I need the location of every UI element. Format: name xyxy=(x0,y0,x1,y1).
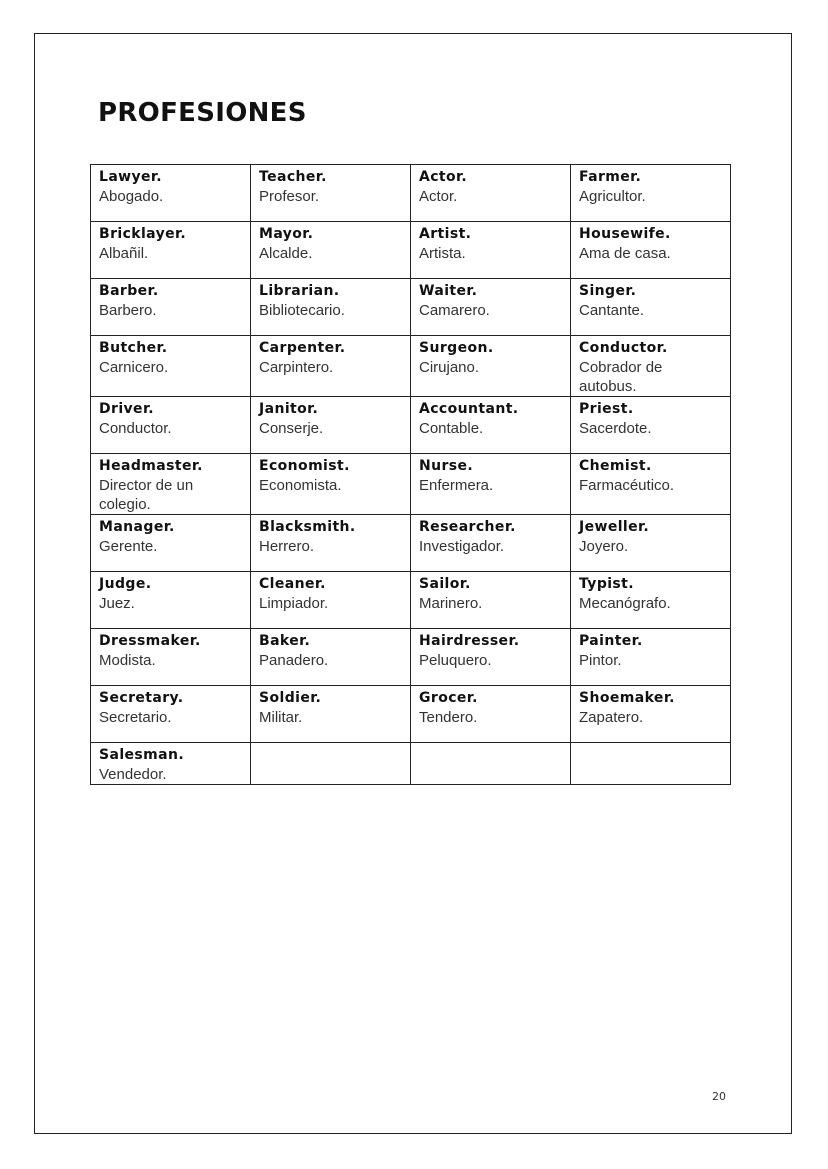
english-term: Dressmaker. xyxy=(99,633,201,649)
spanish-translation: Juez. xyxy=(99,595,135,612)
page-title: PROFESIONES xyxy=(98,98,307,128)
table-cell xyxy=(251,165,411,222)
english-term: Shoemaker. xyxy=(579,690,675,706)
english-term: Singer. xyxy=(579,283,637,299)
table-cell xyxy=(91,165,251,222)
table-cell xyxy=(91,279,251,336)
spanish-translation: Carpintero. xyxy=(259,359,334,376)
spanish-translation: Alcalde. xyxy=(259,245,313,262)
table-row xyxy=(91,515,731,572)
spanish-translation: Barbero. xyxy=(99,302,157,319)
spanish-translation: Agricultor. xyxy=(579,188,646,205)
table-cell xyxy=(411,336,571,397)
table-cell xyxy=(571,515,731,572)
table-cell xyxy=(91,629,251,686)
spanish-translation: Herrero. xyxy=(259,538,315,555)
english-term: Actor. xyxy=(419,169,468,185)
spanish-translation: Investigador. xyxy=(419,538,505,555)
table-cell xyxy=(571,279,731,336)
table-row xyxy=(91,572,731,629)
table-cell xyxy=(571,572,731,629)
english-term: Mayor. xyxy=(259,226,314,242)
spanish-translation: Zapatero. xyxy=(579,709,644,726)
page-number: 20 xyxy=(712,1090,726,1103)
english-term: Carpenter. xyxy=(259,340,346,356)
table-row xyxy=(91,686,731,743)
table-cell xyxy=(571,397,731,454)
english-term: Housewife. xyxy=(579,226,671,242)
table-cell xyxy=(251,454,411,515)
spanish-translation: Vendedor. xyxy=(99,766,167,783)
spanish-translation: Conductor. xyxy=(99,420,172,437)
table-cell xyxy=(571,629,731,686)
english-term: Typist. xyxy=(579,576,634,592)
spanish-translation: Bibliotecario. xyxy=(259,302,345,319)
english-term: Economist. xyxy=(259,458,350,474)
table-row xyxy=(91,336,731,397)
table-cell xyxy=(411,222,571,279)
table-row xyxy=(91,279,731,336)
table-cell xyxy=(91,222,251,279)
spanish-translation: Enfermera. xyxy=(419,477,494,494)
table-cell xyxy=(251,515,411,572)
english-term: Janitor. xyxy=(259,401,319,417)
table-cell xyxy=(571,222,731,279)
spanish-translation: Profesor. xyxy=(259,188,320,205)
spanish-translation: Limpiador. xyxy=(259,595,329,612)
table-cell xyxy=(411,397,571,454)
english-term: Butcher. xyxy=(99,340,168,356)
table-cell xyxy=(91,397,251,454)
table-cell xyxy=(251,572,411,629)
english-term: Conductor. xyxy=(579,340,668,356)
spanish-translation: Camarero. xyxy=(419,302,490,319)
table-cell xyxy=(251,279,411,336)
english-term: Waiter. xyxy=(419,283,478,299)
table-cell xyxy=(251,336,411,397)
table-cell xyxy=(411,279,571,336)
spanish-translation: Cirujano. xyxy=(419,359,480,376)
english-term: Painter. xyxy=(579,633,643,649)
table-cell xyxy=(91,336,251,397)
table-cell xyxy=(251,629,411,686)
spanish-translation: Secretario. xyxy=(99,709,172,726)
english-term: Driver. xyxy=(99,401,154,417)
table-cell xyxy=(411,743,571,785)
english-term: Jeweller. xyxy=(579,519,650,535)
table-cell xyxy=(571,454,731,515)
english-term: Soldier. xyxy=(259,690,322,706)
english-term: Barber. xyxy=(99,283,159,299)
spanish-translation: Artista. xyxy=(419,245,466,262)
english-term: Accountant. xyxy=(419,401,519,417)
spanish-translation: Carnicero. xyxy=(99,359,169,376)
english-term: Secretary. xyxy=(99,690,184,706)
english-term: Blacksmith. xyxy=(259,519,356,535)
spanish-translation: Modista. xyxy=(99,652,156,669)
spanish-translation: Marinero. xyxy=(419,595,483,612)
spanish-translation: Joyero. xyxy=(579,538,629,555)
professions-table xyxy=(90,164,731,785)
english-term: Salesman. xyxy=(99,747,185,763)
english-term: Sailor. xyxy=(419,576,471,592)
spanish-translation: Contable. xyxy=(419,420,484,437)
spanish-translation: Actor. xyxy=(419,188,458,205)
table-row xyxy=(91,165,731,222)
english-term: Lawyer. xyxy=(99,169,162,185)
table-cell xyxy=(91,686,251,743)
table-cell xyxy=(251,397,411,454)
english-term: Cleaner. xyxy=(259,576,326,592)
spanish-translation: Economista. xyxy=(259,477,342,494)
english-term: Teacher. xyxy=(259,169,327,185)
table-cell xyxy=(571,743,731,785)
table-cell xyxy=(411,629,571,686)
english-term: Nurse. xyxy=(419,458,474,474)
spanish-translation: Director de un colegio. xyxy=(99,477,194,513)
table-cell xyxy=(251,686,411,743)
table-row xyxy=(91,454,731,515)
table-cell xyxy=(411,454,571,515)
table-cell xyxy=(411,572,571,629)
table-row xyxy=(91,397,731,454)
english-term: Artist. xyxy=(419,226,472,242)
spanish-translation: Conserje. xyxy=(259,420,324,437)
table-row xyxy=(91,222,731,279)
english-term: Baker. xyxy=(259,633,311,649)
spanish-translation: Albañil. xyxy=(99,245,149,262)
table-row xyxy=(91,743,731,785)
spanish-translation: Panadero. xyxy=(259,652,329,669)
table-cell xyxy=(411,165,571,222)
professions-table-body xyxy=(91,165,731,785)
table-cell xyxy=(91,515,251,572)
table-cell xyxy=(411,515,571,572)
table-cell xyxy=(571,686,731,743)
spanish-translation: Tendero. xyxy=(419,709,478,726)
english-term: Priest. xyxy=(579,401,634,417)
english-term: Bricklayer. xyxy=(99,226,187,242)
english-term: Researcher. xyxy=(419,519,516,535)
spanish-translation: Cantante. xyxy=(579,302,645,319)
english-term: Chemist. xyxy=(579,458,652,474)
table-cell xyxy=(411,686,571,743)
english-term: Farmer. xyxy=(579,169,642,185)
spanish-translation: Peluquero. xyxy=(419,652,492,669)
spanish-translation: Militar. xyxy=(259,709,303,726)
english-term: Librarian. xyxy=(259,283,340,299)
table-cell xyxy=(91,743,251,785)
table-cell xyxy=(251,222,411,279)
table-cell xyxy=(91,454,251,515)
spanish-translation: Gerente. xyxy=(99,538,158,555)
spanish-translation: Farmacéutico. xyxy=(579,477,675,494)
spanish-translation: Sacerdote. xyxy=(579,420,652,437)
english-term: Judge. xyxy=(99,576,152,592)
spanish-translation: Cobrador de autobus. xyxy=(579,359,663,395)
table-cell xyxy=(251,743,411,785)
english-term: Hairdresser. xyxy=(419,633,520,649)
spanish-translation: Ama de casa. xyxy=(579,245,671,262)
english-term: Headmaster. xyxy=(99,458,203,474)
english-term: Surgeon. xyxy=(419,340,494,356)
spanish-translation: Mecanógrafo. xyxy=(579,595,671,612)
table-row xyxy=(91,629,731,686)
spanish-translation: Abogado. xyxy=(99,188,164,205)
table-cell xyxy=(571,336,731,397)
english-term: Manager. xyxy=(99,519,175,535)
spanish-translation: Pintor. xyxy=(579,652,622,669)
english-term: Grocer. xyxy=(419,690,478,706)
table-cell xyxy=(571,165,731,222)
table-cell xyxy=(91,572,251,629)
